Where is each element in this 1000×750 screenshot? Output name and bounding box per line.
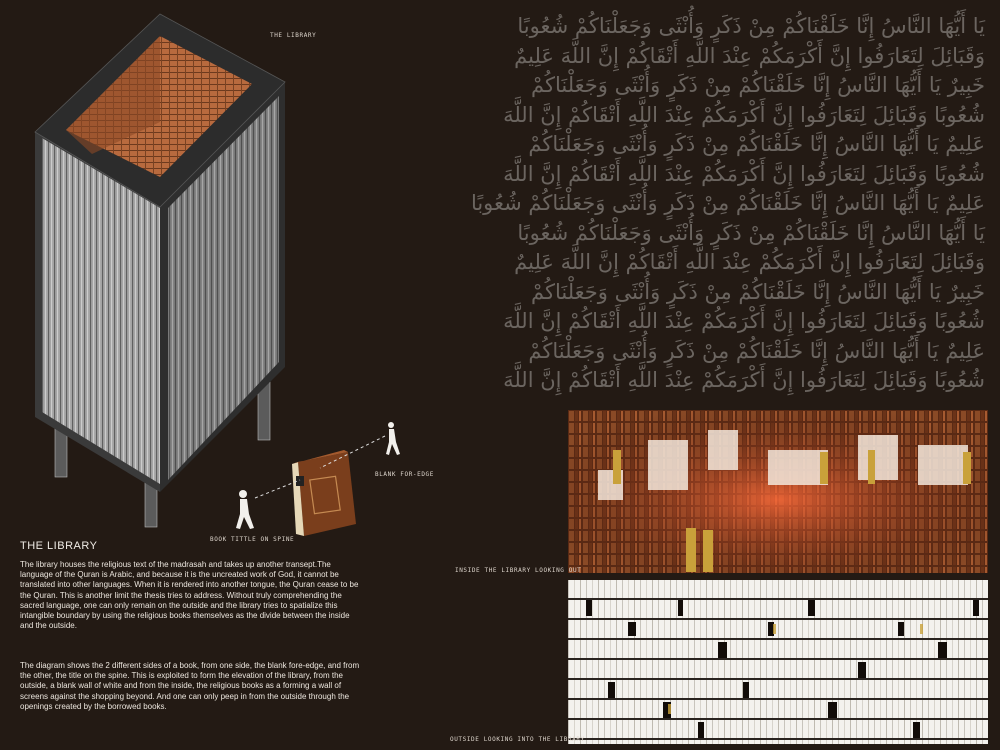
description-paragraph-2: The diagram shows the 2 different sides of a book, from one side, the blank fore-edge, and from the other, the title on the spine. This is exploited to form the elevation of the library, from the outside, a blank wall of white and from the inside, the religious books as a forming a wall of screens against the shopping beyond. And one can only peep in from the outside through the openings created by the borrowed books. bbox=[20, 661, 360, 711]
verse-line: شُعُوبًا وَقَبَائِلَ لِتَعَارَفُوا إِنَّ أَكْرَمَكُمْ عِنْدَ اللَّهِ أَتْقَاكُمْ إِنَّ اللَّهَ bbox=[503, 309, 985, 333]
outside-looking-in-image bbox=[568, 580, 988, 744]
verse-line: وَقَبَائِلَ لِتَعَارَفُوا إِنَّ أَكْرَمَكُمْ عِنْدَ اللَّهِ أَتْقَاكُمْ إِنَّ اللَّهَ عَلِيمٌ bbox=[514, 250, 985, 274]
walker-figure bbox=[386, 422, 400, 455]
tower-caption: THE LIBRARY bbox=[270, 32, 317, 39]
walker-figure bbox=[236, 490, 254, 529]
verse-line: خَبِيرٌ يَا أَيُّهَا النَّاسُ إِنَّا خَلَقْنَاكُمْ مِنْ ذَكَرٍ وَأُنْثَى وَجَعَلْنَاكُمْ bbox=[530, 279, 985, 304]
verse-line: شُعُوبًا وَقَبَائِلَ لِتَعَارَفُوا إِنَّ أَكْرَمَكُمْ عِنْدَ اللَّهِ أَتْقَاكُمْ إِنَّ اللَّهَ bbox=[503, 102, 985, 127]
arabic-verse-panel bbox=[470, 12, 985, 402]
section-title: THE LIBRARY bbox=[20, 540, 98, 552]
verse-line: خَبِيرٌ يَا أَيُّهَا النَّاسُ إِنَّا خَلَقْنَاكُمْ مِنْ ذَكَرٍ وَأُنْثَى وَجَعَلْنَاكُمْ bbox=[530, 73, 985, 97]
description-paragraph-1: The library houses the religious text of the madrasah and takes up another transept.The language of the Quran is Arabic, and because it is the uncreated work of God, it cannot be translated into other languages. When it is rendered into another tongue, the Quran cease to be the Quran. This is another limit the thesis tries to address. Without truly comprehending the sacred language, one can only remain on the outside and the library tries to spatialize this intangible boundary by using the religious books themselves as the divide between the inside and the outside. bbox=[20, 560, 359, 631]
verse-line: عَلِيمٌ يَا أَيُّهَا النَّاسُ إِنَّا خَلَقْنَاكُمْ مِنْ ذَكَرٍ وَأُنْثَى وَجَعَلْنَاكُمْ شُعُوبًا bbox=[470, 191, 985, 215]
verse-line: وَقَبَائِلَ لِتَعَارَفُوا إِنَّ أَكْرَمَكُمْ عِنْدَ اللَّهِ أَتْقَاكُمْ إِنَّ اللَّهَ عَلِيمٌ bbox=[514, 43, 985, 68]
spine-caption: BOOK TITTLE ON SPINE bbox=[210, 536, 295, 543]
verse-line: شُعُوبًا وَقَبَائِلَ لِتَعَارَفُوا إِنَّ أَكْرَمَكُمْ عِنْدَ اللَّهِ أَتْقَاكُمْ إِنَّ اللَّهَ bbox=[503, 161, 985, 186]
fore-edge-caption: BLANK FOR-EDGE bbox=[375, 471, 434, 478]
inside-caption: INSIDE THE LIBRARY LOOKING OUT bbox=[455, 567, 582, 574]
verse-line: شُعُوبًا وَقَبَائِلَ لِتَعَارَفُوا إِنَّ أَكْرَمَكُمْ عِنْدَ اللَّهِ أَتْقَاكُمْ إِنَّ اللَّهَ bbox=[503, 368, 985, 392]
sightline-spine bbox=[255, 480, 300, 498]
inside-looking-out-image bbox=[568, 410, 988, 573]
verse-line: يَا أَيُّهَا النَّاسُ إِنَّا خَلَقْنَاكُمْ مِنْ ذَكَرٍ وَأُنْثَى وَجَعَلْنَاكُمْ شُعُوبًا bbox=[517, 14, 985, 38]
verse-line: عَلِيمٌ يَا أَيُّهَا النَّاسُ إِنَّا خَلَقْنَاكُمْ مِنْ ذَكَرٍ وَأُنْثَى وَجَعَلْنَاكُمْ bbox=[528, 132, 985, 156]
sightline-fore-edge bbox=[320, 436, 385, 468]
verse-line: يَا أَيُّهَا النَّاسُ إِنَّا خَلَقْنَاكُمْ مِنْ ذَكَرٍ وَأُنْثَى وَجَعَلْنَاكُمْ شُعُوبًا bbox=[517, 220, 985, 245]
verse-line: عَلِيمٌ يَا أَيُّهَا النَّاسُ إِنَّا خَلَقْنَاكُمْ مِنْ ذَكَرٍ وَأُنْثَى وَجَعَلْنَاكُمْ bbox=[528, 338, 985, 363]
outside-caption: OUTSIDE LOOKING INTO THE LIBRARY bbox=[450, 736, 585, 743]
